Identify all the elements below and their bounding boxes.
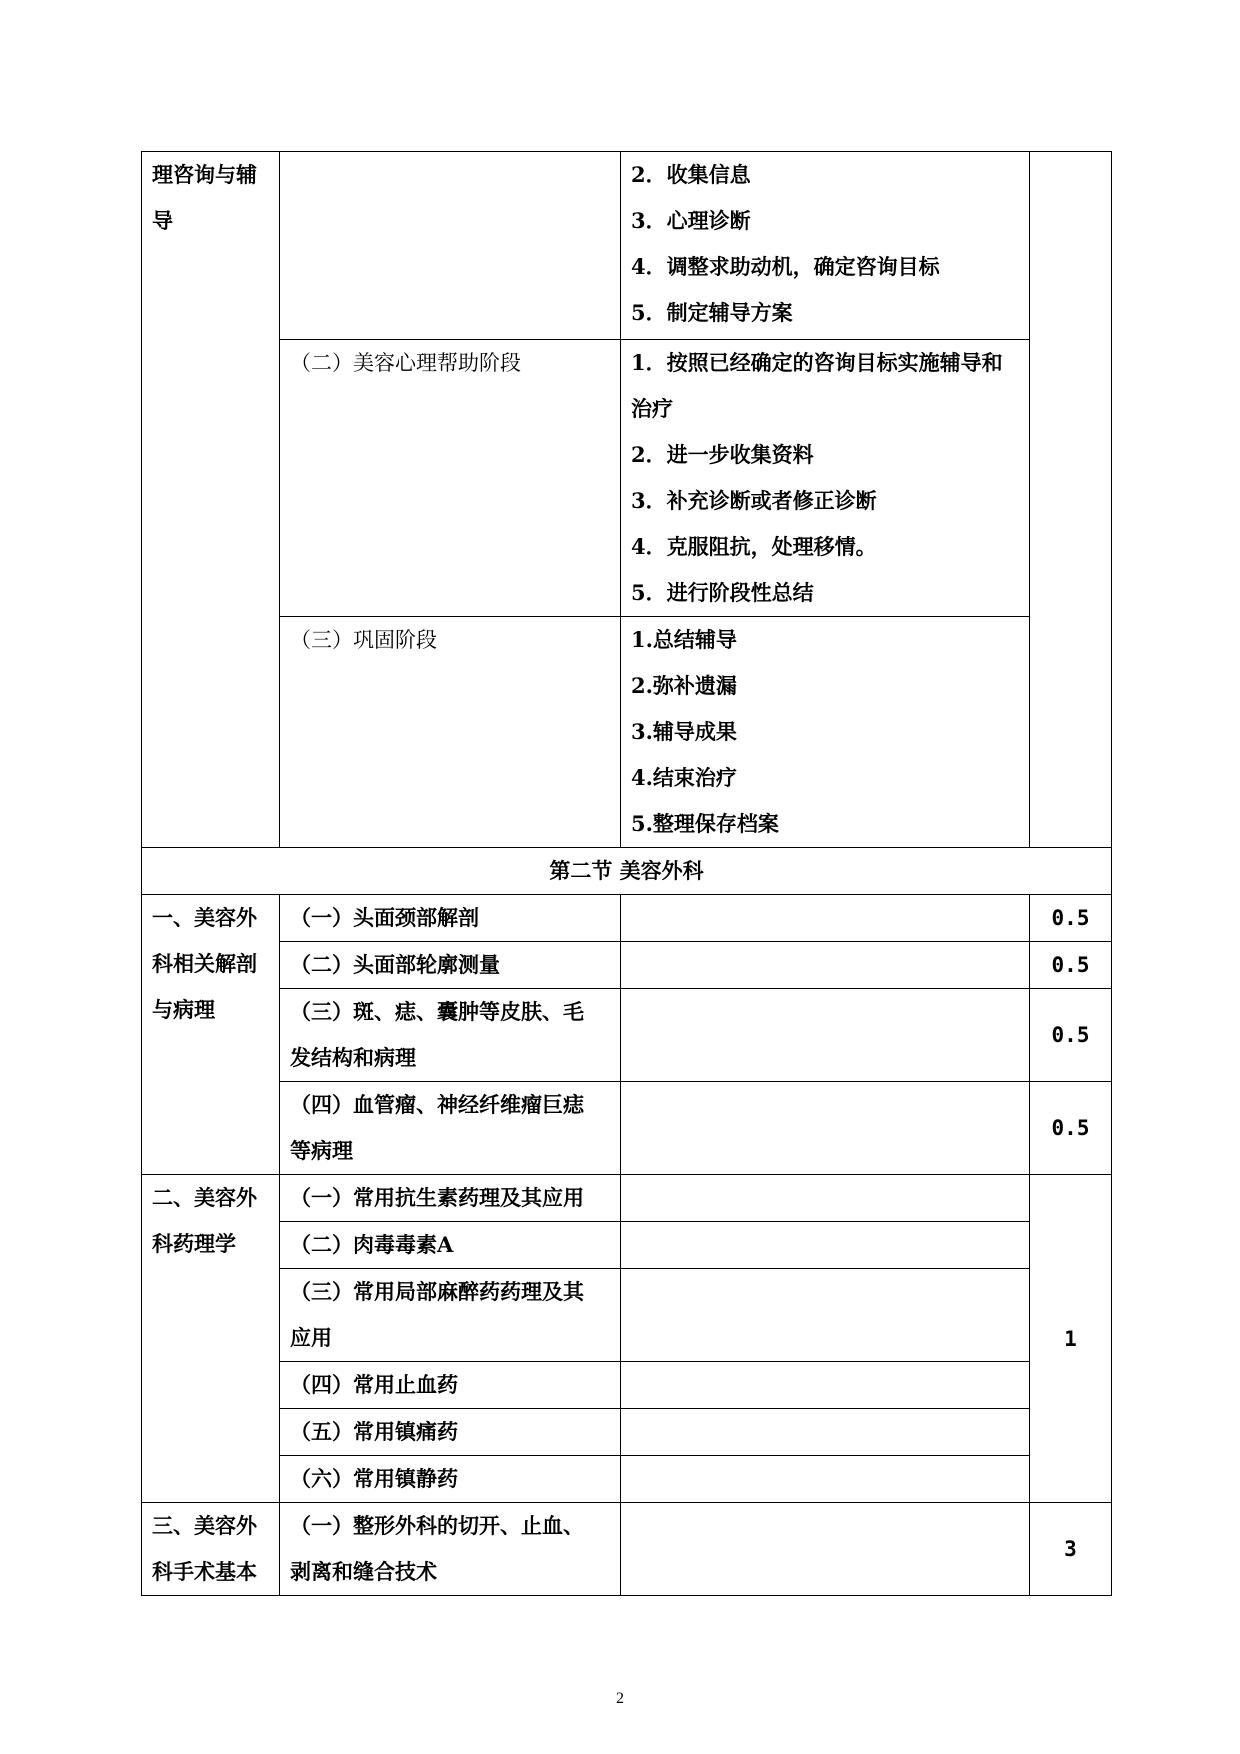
subcategory-line: （四）常用止血药 [290,1372,458,1397]
content-cell [621,340,1030,617]
table-row [142,340,1112,617]
content-cell [621,1269,1030,1362]
table-row [142,1409,1112,1456]
content-line: 1.总结辅导 [631,627,737,652]
subcategory-line: （四）血管瘤、神经纤维瘤巨痣 [290,1092,584,1117]
subcategory-line: （一）整形外科的切开、止血、 [290,1513,584,1538]
table-row [142,1362,1112,1409]
score-cell: 0.5 [1030,942,1112,989]
syllabus-table [141,151,1112,1596]
subcategory-line: （三）斑、痣、囊肿等皮肤、毛 [290,999,584,1024]
subcategory-cell [280,1503,621,1596]
category-line: 科药理学 [152,1231,236,1256]
content-line: 治疗 [631,396,673,421]
subcategory-line: （一）常用抗生素药理及其应用 [290,1185,584,1210]
category-line: 一、美容外 [152,905,257,930]
subcategory-line: 应用 [290,1325,332,1350]
table-row [142,1456,1112,1503]
content-cell [621,1503,1030,1596]
subcategory-line: （二）肉毒毒素A [290,1232,454,1257]
content-cell [621,1456,1030,1503]
subcategory-line: 剥离和缝合技术 [290,1559,437,1584]
content-cell [621,1175,1030,1222]
table-row [142,1503,1112,1596]
category-cell [142,895,280,1175]
content-cell [621,1222,1030,1269]
content-cell [621,1082,1030,1175]
subcategory-cell [280,989,621,1082]
category-cell [142,1175,280,1503]
content-line: 5．制定辅导方案 [631,300,793,325]
content-cell [621,989,1030,1082]
score-cell: 0.5 [1030,1082,1112,1175]
category-line: 二、美容外 [152,1185,257,1210]
content-line: 2．进一步收集资料 [631,442,814,467]
table-row [142,1269,1112,1362]
section-title-row [142,848,1112,895]
category-cell [142,1503,280,1596]
content-line: 5.整理保存档案 [631,811,779,836]
category-line: 理咨询与辅 [152,162,257,187]
content-line: 4．调整求助动机，确定咨询目标 [631,254,940,279]
subcategory-cell [280,1175,621,1222]
score-cell: 3 [1030,1503,1112,1596]
score-cell: 0.5 [1030,895,1112,942]
content-cell [621,617,1030,848]
content-line: 2.弥补遗漏 [631,673,737,698]
subcategory-cell [280,152,621,340]
subcategory-line: （一）头面颈部解剖 [290,905,479,930]
content-line: 3．心理诊断 [631,208,751,233]
content-line: 4．克服阻抗，处理移情。 [631,534,877,559]
content-cell [621,1409,1030,1456]
content-line: 3.辅导成果 [631,719,737,744]
content-line: 1．按照已经确定的咨询目标实施辅导和 [631,350,1003,375]
subcategory-cell [280,1269,621,1362]
subcategory-cell [280,1222,621,1269]
table-row [142,1175,1112,1222]
table-row [142,152,1112,340]
content-line: 5．进行阶段性总结 [631,580,814,605]
category-line: 科手术基本 [152,1559,257,1584]
content-line: 2．收集信息 [631,162,751,187]
content-line: 4.结束治疗 [631,765,737,790]
category-line: 三、美容外 [152,1513,257,1538]
subcategory-line: （二）头面部轮廓测量 [290,952,500,977]
table-row [142,1222,1112,1269]
subcategory-line: （六）常用镇静药 [290,1466,458,1491]
section-title: 第二节 美容外科 [142,848,1112,895]
category-line: 导 [152,208,173,233]
category-cell [142,152,280,848]
table-row [142,895,1112,942]
subcategory-line: 发结构和病理 [290,1045,416,1070]
table-row [142,617,1112,848]
content-cell [621,1362,1030,1409]
content-cell [621,152,1030,340]
subcategory-cell [280,1362,621,1409]
content-cell [621,942,1030,989]
subcategory-line: （三）常用局部麻醉药药理及其 [290,1279,584,1304]
page-number: 2 [616,1690,624,1707]
score-cell: 0.5 [1030,989,1112,1082]
table-row [142,989,1112,1082]
subcategory-cell [280,1409,621,1456]
subcategory-cell [280,1456,621,1503]
subcategory-cell: （二）美容心理帮助阶段 [280,340,621,617]
subcategory-line: （五）常用镇痛药 [290,1419,458,1444]
subcategory-cell [280,1082,621,1175]
content-cell [621,895,1030,942]
score-cell: 1 [1030,1175,1112,1503]
table-row [142,942,1112,989]
subcategory-cell: （三）巩固阶段 [280,617,621,848]
category-line: 与病理 [152,997,215,1022]
category-line: 科相关解剖 [152,951,257,976]
score-cell [1030,152,1112,848]
subcategory-cell [280,895,621,942]
table-row [142,1082,1112,1175]
subcategory-cell [280,942,621,989]
subcategory-line: 等病理 [290,1138,353,1163]
content-line: 3．补充诊断或者修正诊断 [631,488,877,513]
